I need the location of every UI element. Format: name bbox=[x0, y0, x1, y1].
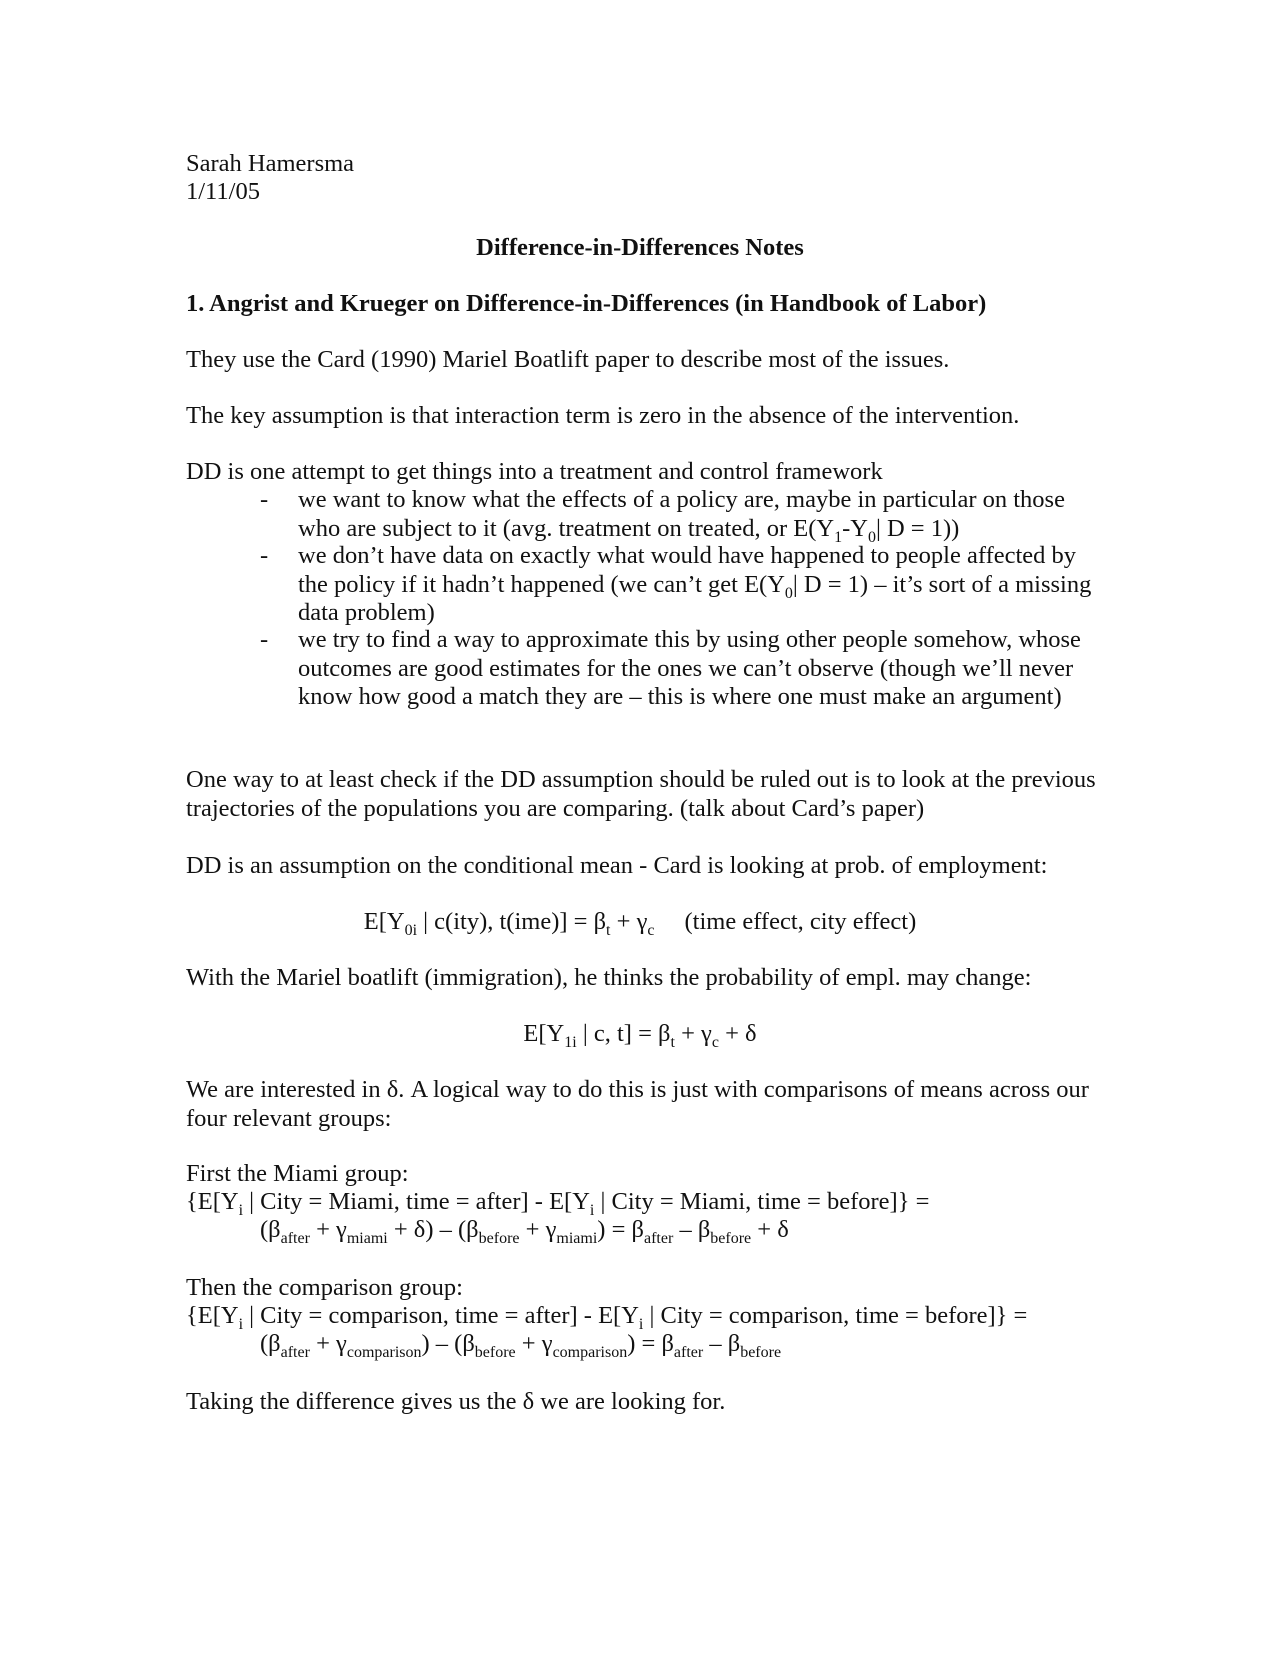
author-name: Sarah Hamersma bbox=[186, 150, 355, 177]
equation-untreated: $E[Y_{0i}$ | c(ity), $t(ime)] = \beta_t + \gamma_c$ (time effect, city effect) bbox=[363, 908, 917, 939]
paragraph-check-assumption: One way to at least check if the DD assumption should be ruled out is to look at the previous trajectories of the populations you are comparing. (talk about Card’s paper) bbox=[186, 766, 1096, 822]
document-date: 1/11/05 bbox=[186, 178, 260, 205]
bullet-item-3: we try to find a way to approximate this by using other people somehow, whose outcomes are good estimates for the ones we can’t observe (though we’ll never know how good a match they are – this is where one must make an argument) bbox=[298, 626, 1081, 710]
miami-heading: First the Miami group: bbox=[186, 1160, 409, 1187]
paragraph-final: Taking the difference gives us the δ we are looking for. bbox=[186, 1388, 726, 1415]
paragraph-mariel: With the Mariel boatlift (immigration), he thinks the probability of empl. may change: bbox=[186, 964, 1032, 991]
document-title: Difference-in-Differences Notes bbox=[476, 234, 804, 261]
comparison-expectation: {$E[Y_i$ | City = comparison, time = after] - $E[Y_i$ | City = comparison, time = before]} = bbox=[186, 1302, 1028, 1333]
bullet-dash: - bbox=[260, 486, 269, 513]
equation-treated: $E[Y_{1i}$ | c, $t] = \beta_t + \gamma_c + \delta$ bbox=[523, 1020, 757, 1051]
paragraph-card: They use the Card (1990) Mariel Boatlift paper to describe most of the issues. bbox=[186, 346, 950, 373]
miami-result: $(\beta_{after} + \gamma_{miami} + \delta) - (\beta_{before} + \gamma_{miami}) = \beta_{after} - \beta_{before} + \delta$ bbox=[260, 1216, 789, 1247]
comparison-heading: Then the comparison group: bbox=[186, 1274, 463, 1301]
paragraph-conditional-mean: DD is an assumption on the conditional mean - Card is looking at prob. of employment: bbox=[186, 852, 1048, 879]
comparison-result: $(\beta_{after} + \gamma_{comparison}) - (\beta_{before} + \gamma_{comparison}) = \beta_{after} - \beta_{before}$ bbox=[260, 1330, 782, 1361]
paragraph-delta: We are interested in δ. A logical way to do this is just with comparisons of means across our four relevant groups: bbox=[186, 1076, 1089, 1132]
paragraph-key-assumption: The key assumption is that interaction term is zero in the absence of the intervention. bbox=[186, 402, 1020, 429]
miami-expectation: {$E[Y_i$ | City = Miami, time = after] - $E[Y_i$ | City = Miami, time = before]} = bbox=[186, 1188, 930, 1219]
bullet-item-1: we want to know what the effects of a policy are, maybe in particular on those who are subject to it (avg. treatment on treated, or $E(Y_1-Y_0|$ D = 1)) bbox=[298, 486, 1065, 546]
bullet-dash: - bbox=[260, 626, 269, 653]
paragraph-dd-intro: DD is one attempt to get things into a treatment and control framework bbox=[186, 458, 883, 485]
section-heading: 1. Angrist and Krueger on Difference-in-Differences (in Handbook of Labor) bbox=[186, 290, 987, 317]
bullet-item-2: we don’t have data on exactly what would have happened to people affected by the policy if it hadn’t happened (we can’t get $E(Y_0|$ D = 1) – it’s sort of a missing data problem) bbox=[298, 542, 1092, 626]
bullet-dash: - bbox=[260, 542, 269, 569]
